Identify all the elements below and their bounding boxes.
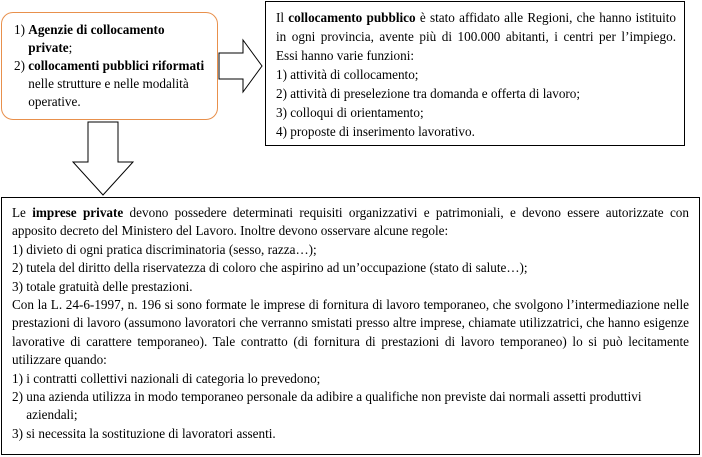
left-item-2-bold: collocamenti pubblici riformati xyxy=(28,58,205,73)
public-intro-pre: Il xyxy=(276,10,289,25)
function-item-3-num: 3) xyxy=(276,105,287,120)
function-item-1-text: attività di collocamento; xyxy=(290,67,419,82)
left-item-2-num: 2) xyxy=(14,58,25,73)
function-item-2-num: 2) xyxy=(276,86,287,101)
down-arrow-icon xyxy=(72,121,134,197)
condition-item-2 xyxy=(12,388,689,425)
function-item-1 xyxy=(276,65,676,84)
left-item-1 xyxy=(14,21,211,57)
left-item-1-num: 1) xyxy=(14,22,25,37)
left-item-1-bold: Agenzie di collocamento private xyxy=(28,22,165,55)
public-intro-post: è stato affidato alle Regioni, che hanno istituito in ogni provincia, avente più di 100.000 abitanti, i centri per l’impiego. Essi hanno varie funzioni: xyxy=(276,10,676,63)
condition-item-2-text: una azienda utilizza in modo temporaneo personale da adibire a qualifiche non previste dai normali assetti produttivi aziendali; xyxy=(26,389,642,423)
condition-item-3 xyxy=(12,425,689,443)
function-item-1-num: 1) xyxy=(276,67,287,82)
function-item-4-text: proposte di inserimento lavorativo. xyxy=(290,124,475,139)
temporary-work-paragraph: Con la L. 24-6-1997, n. 196 si sono formate le imprese di fornitura di lavoro temporaneo, che svolgono l’intermediazione nelle prestazioni di lavoro (assumono lavoratori che verranno smistati presso altre imprese, chiamate utilizzatrici, che hanno esigenze lavorative di carattere temporaneo). Tale contratto (di fornitura di prestazioni di lavoro temporaneo) lo si può lecitamente utilizzare quando: xyxy=(12,297,689,368)
private-intro-bold: imprese private xyxy=(32,205,124,220)
function-item-3-text: colloqui di orientamento; xyxy=(290,105,424,120)
left-item-1-rest: ; xyxy=(68,40,73,55)
rule-item-2-text: tutela del diritto della riservatezza di coloro che aspirino ad un’occupazione (stato di salute…); xyxy=(26,260,528,276)
rule-item-3-num: 3) xyxy=(12,278,23,294)
public-placement-box xyxy=(265,1,685,146)
function-item-2-text: attività di preselezione tra domanda e offerta di lavoro; xyxy=(290,86,581,101)
condition-item-3-text: si necessita la sostituzione di lavoratori assenti. xyxy=(26,425,276,441)
function-item-2 xyxy=(276,84,676,103)
public-intro-bold: collocamento pubblico xyxy=(288,10,416,25)
condition-item-1 xyxy=(12,370,689,388)
private-intro-pre: Le xyxy=(12,205,33,220)
function-item-3 xyxy=(276,103,676,122)
rule-item-3 xyxy=(12,278,689,296)
condition-item-3-num: 3) xyxy=(12,425,23,441)
condition-item-1-num: 1) xyxy=(12,370,23,386)
rule-item-1-num: 1) xyxy=(12,241,23,257)
function-item-4 xyxy=(276,122,676,141)
rule-item-1-text: divieto di ogni pratica discriminatoria (sesso, razza…); xyxy=(26,241,317,257)
private-agencies-box xyxy=(1,12,218,120)
rule-item-3-text: totale gratuità delle prestazioni. xyxy=(26,278,193,294)
rule-item-2-num: 2) xyxy=(12,260,23,276)
private-intro-post: devono possedere determinati requisiti organizzativi e patrimoniali, e devono essere autorizzate con apposito decreto del Ministero del Lavoro. Inoltre devono osservare alcune regole: xyxy=(12,205,689,239)
rule-item-2 xyxy=(12,259,689,277)
rule-item-1 xyxy=(12,241,689,259)
function-item-4-num: 4) xyxy=(276,124,287,139)
public-placement-intro xyxy=(276,8,676,65)
condition-item-2-num: 2) xyxy=(12,389,23,405)
left-item-2-rest: nelle strutture e nelle modalità operative. xyxy=(28,76,189,109)
private-companies-intro xyxy=(12,204,689,241)
left-item-2 xyxy=(14,57,211,111)
condition-item-1-text: i contratti collettivi nazionali di categoria lo prevedono; xyxy=(26,370,321,386)
right-arrow-icon xyxy=(218,38,264,94)
private-companies-box xyxy=(1,197,700,455)
